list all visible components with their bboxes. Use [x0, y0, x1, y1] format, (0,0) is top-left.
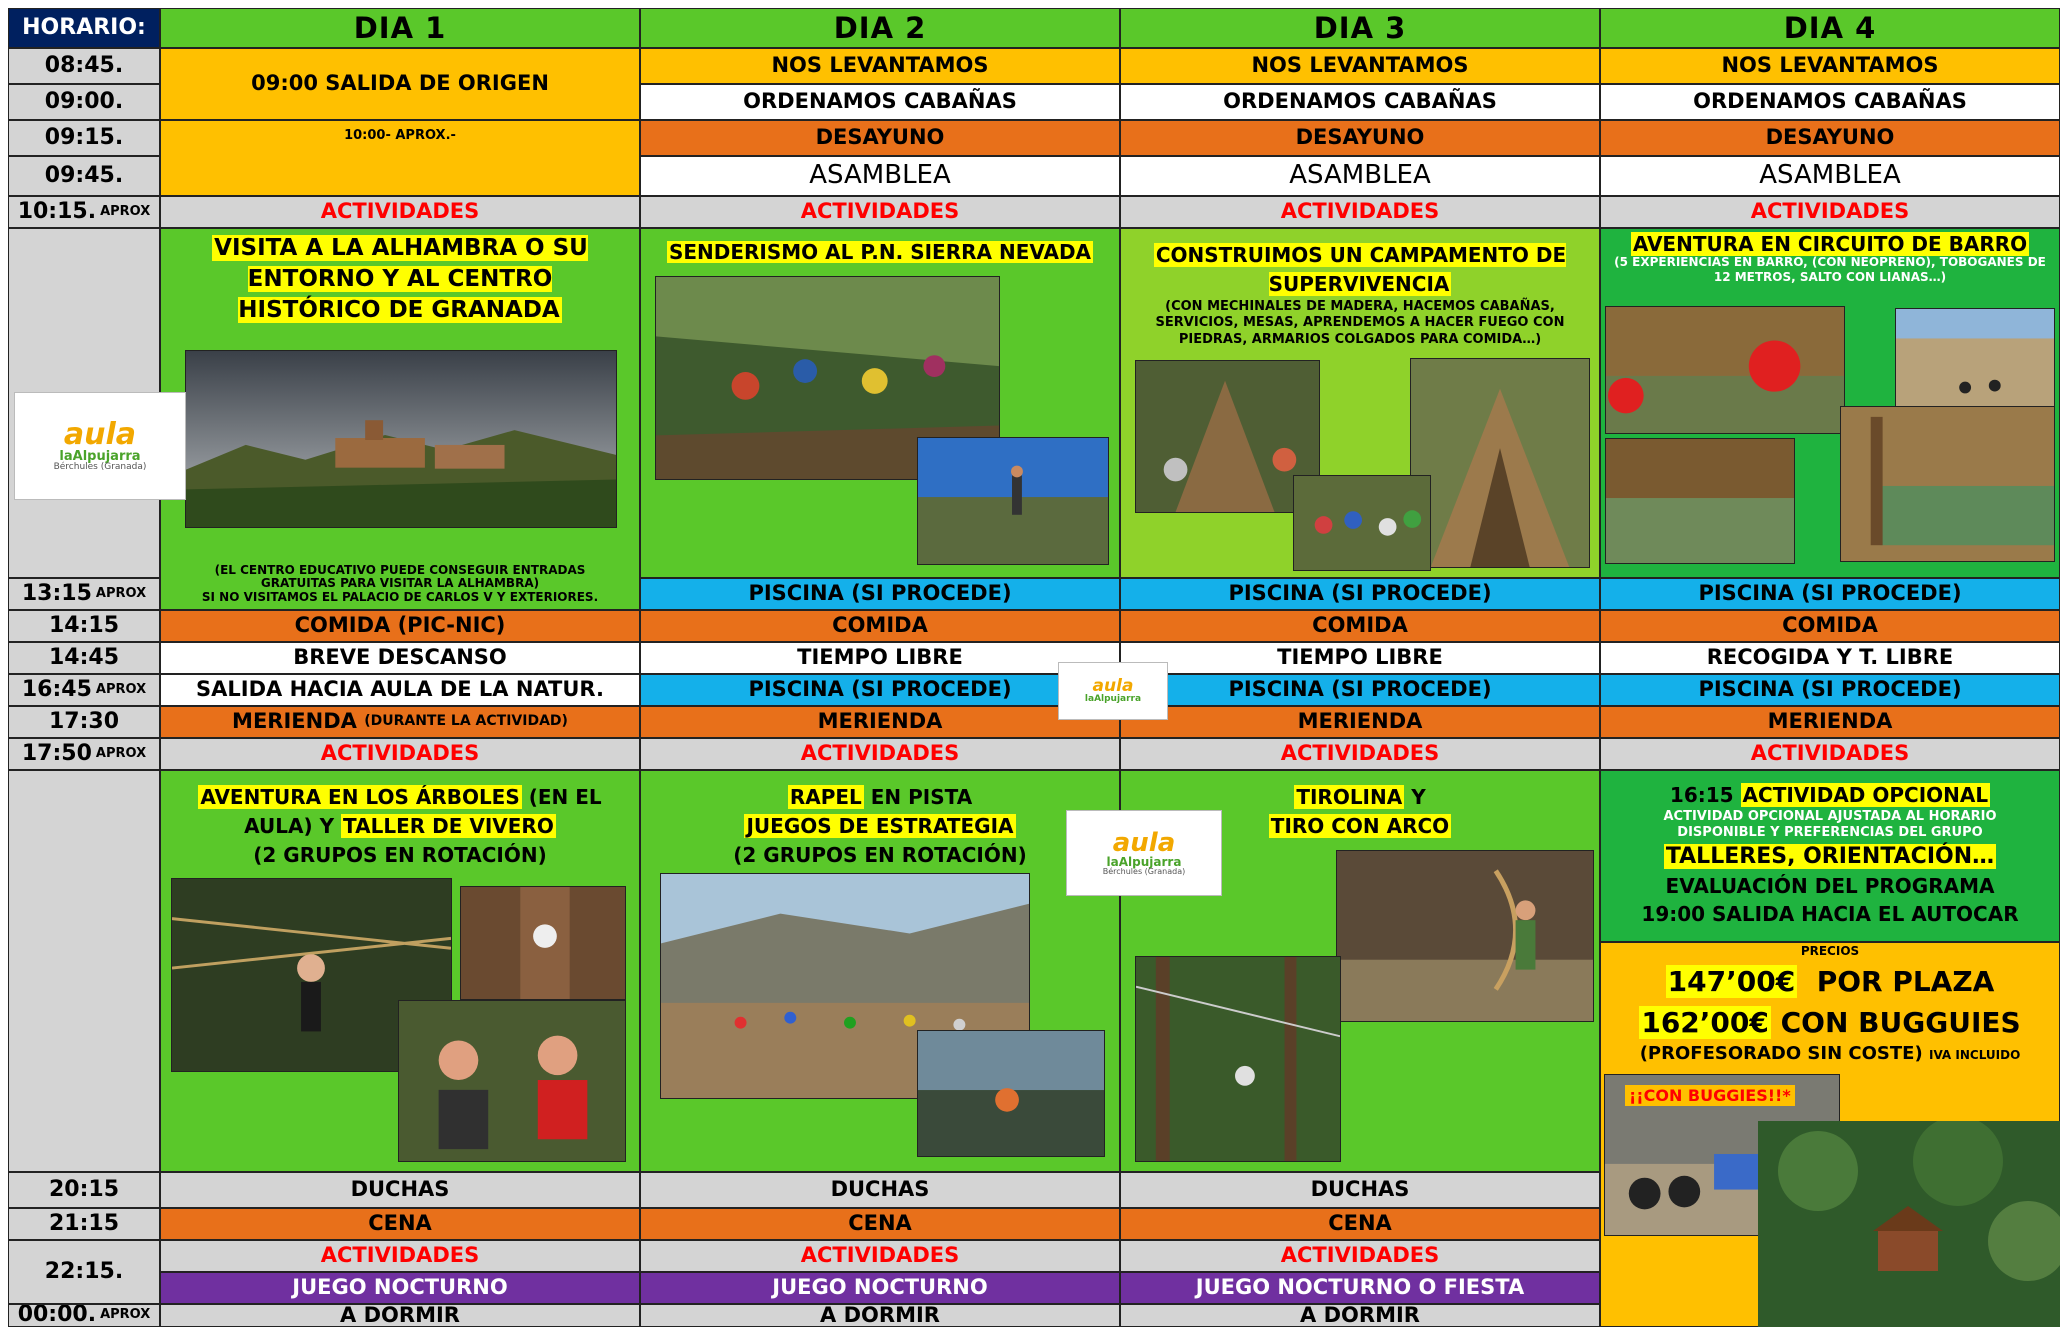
day2-piscina: PISCINA (SI PROCEDE) — [640, 578, 1120, 610]
barro-photo-3 — [1605, 438, 1795, 564]
aula-logo-center: aula laAlpujarra — [1058, 662, 1168, 720]
day2-dormir: A DORMIR — [640, 1304, 1120, 1327]
day2-morning: SENDERISMO AL P.N. SIERRA NEVADA — [640, 228, 1120, 578]
campamento-photo-3 — [1293, 475, 1431, 571]
day3-morning: CONSTRUIMOS UN CAMPAMENTO DE SUPERVIVENCIA (CON MECHINALES DE MADERA, HACEMOS CABAÑAS, SERVICIOS, MESAS, APRENDEMOS A HACER FUEGO CON PIEDRAS, ARMARIOS COLGADOS PARA COMIDA…) — [1120, 228, 1600, 578]
time-1415: 14:15 — [8, 610, 160, 642]
day1-descanso: BREVE DESCANSO — [160, 642, 640, 674]
aula-logo-icon: aula — [1092, 676, 1134, 696]
day3-asamblea: ASAMBLEA — [1120, 156, 1600, 196]
day3-afternoon: TIROLINA Y TIRO CON ARCO — [1120, 770, 1600, 1172]
time-2115: 21:15 — [8, 1208, 160, 1240]
day4-piscina: PISCINA (SI PROCEDE) — [1600, 578, 2060, 610]
day1-actividades-noche: ACTIVIDADES — [160, 1240, 640, 1272]
day1-merienda: MERIENDA (DURANTE LA ACTIVIDAD) — [160, 706, 640, 738]
day1-visita-title: VISITA A LA ALHAMBRA O SU ENTORNO Y AL CENTRO HISTÓRICO DE GRANADA — [214, 235, 588, 324]
time-1730: 17:30 — [8, 706, 160, 738]
aula-logo-right: aula laAlpujarra Bérchules (Granada) — [1066, 810, 1222, 896]
campamento-photo-2 — [1410, 358, 1590, 568]
day4-precios: PRECIOS 147’00€ POR PLAZA 162’00€ CON BUGGUIES (PROFESORADO SIN COSTE) IVA INCLUIDO — [1600, 942, 2060, 1327]
day2-actividades: ACTIVIDADES — [640, 196, 1120, 228]
day4-afternoon: 16:15 ACTIVIDAD OPCIONAL ACTIVIDAD OPCIONAL AJUSTADA AL HORARIO DISPONIBLE Y PREFERENCIAS DEL GRUPO TALLERES, ORIENTACIÓN… EVALUACIÓN DEL PROGRAMA 19:00 SALIDA HACIA EL AUTOCAR — [1600, 770, 2060, 942]
day2-merienda: MERIENDA — [640, 706, 1120, 738]
day3-piscina-tarde: PISCINA (SI PROCEDE) — [1120, 674, 1600, 706]
day4-piscina-tarde: PISCINA (SI PROCEDE) — [1600, 674, 2060, 706]
day1-notes: (EL CENTRO EDUCATIVO PUEDE CONSEGUIR ENTRADAS GRATUITAS PARA VISITAR LA ALHAMBRA) SI NO VISITAMOS EL PALACIO DE CARLOS V Y EXTERIORES. — [201, 562, 599, 604]
time-1645: 16:45 APROX — [8, 674, 160, 706]
arboles-photo-2 — [460, 886, 626, 1000]
alhambra-photo — [185, 350, 617, 528]
day-1-header: DIA 1 — [160, 8, 640, 48]
day3-piscina: PISCINA (SI PROCEDE) — [1120, 578, 1600, 610]
day3-dormir: A DORMIR — [1120, 1304, 1600, 1327]
day3-juego: JUEGO NOCTURNO O FIESTA — [1120, 1272, 1600, 1304]
senderismo-photo-2 — [917, 437, 1109, 565]
day4-cabanas: ORDENAMOS CABAÑAS — [1600, 84, 2060, 120]
time-1015: 10:15. APROX — [8, 196, 160, 228]
day1-comida: COMIDA (PIC-NIC) — [160, 610, 640, 642]
buggies-label: ¡¡CON BUGGIES!!* — [1625, 1085, 1795, 1106]
day1-cena: CENA — [160, 1208, 640, 1240]
day2-levantamos: NOS LEVANTAMOS — [640, 48, 1120, 84]
time-0945: 09:45. — [8, 156, 160, 196]
horario-header: HORARIO: — [8, 8, 160, 48]
aula-logo-left: aula laAlpujarra Bérchules (Granada) — [14, 392, 186, 500]
day4-recogida: RECOGIDA Y T. LIBRE — [1600, 642, 2060, 674]
rapel-photo-2 — [917, 1030, 1105, 1157]
day3-actividades-tarde: ACTIVIDADES — [1120, 738, 1600, 770]
day3-tiempo-libre: TIEMPO LIBRE — [1120, 642, 1600, 674]
day4-levantamos: NOS LEVANTAMOS — [1600, 48, 2060, 84]
day4-desayuno: DESAYUNO — [1600, 120, 2060, 156]
day1-dormir: A DORMIR — [160, 1304, 640, 1327]
day2-piscina-tarde: PISCINA (SI PROCEDE) — [640, 674, 1120, 706]
day3-levantamos: NOS LEVANTAMOS — [1120, 48, 1600, 84]
day3-actividades-noche: ACTIVIDADES — [1120, 1240, 1600, 1272]
time-1445: 14:45 — [8, 642, 160, 674]
day4-asamblea: ASAMBLEA — [1600, 156, 2060, 196]
day-4-header: DIA 4 — [1600, 8, 2060, 48]
day2-desayuno: DESAYUNO — [640, 120, 1120, 156]
day2-juego: JUEGO NOCTURNO — [640, 1272, 1120, 1304]
day2-duchas: DUCHAS — [640, 1172, 1120, 1208]
day2-tiempo-libre: TIEMPO LIBRE — [640, 642, 1120, 674]
day2-asamblea: ASAMBLEA — [640, 156, 1120, 196]
day-3-header: DIA 3 — [1120, 8, 1600, 48]
day4-actividades: ACTIVIDADES — [1600, 196, 2060, 228]
day3-comida: COMIDA — [1120, 610, 1600, 642]
day2-actividades-noche: ACTIVIDADES — [640, 1240, 1120, 1272]
day3-duchas: DUCHAS — [1120, 1172, 1600, 1208]
vivero-photo — [398, 1000, 626, 1162]
tirolina-photo — [1135, 956, 1341, 1162]
time-0900: 09:00. — [8, 84, 160, 120]
barro-photo-1 — [1605, 306, 1845, 434]
aula-logo-icon: aula — [63, 417, 137, 452]
time-1750: 17:50 APROX — [8, 738, 160, 770]
day2-comida: COMIDA — [640, 610, 1120, 642]
day1-juego: JUEGO NOCTURNO — [160, 1272, 640, 1304]
day1-duchas: DUCHAS — [160, 1172, 640, 1208]
day1-llegada: 10:00- APROX.- — [160, 120, 640, 196]
arco-photo — [1336, 850, 1594, 1022]
day2-afternoon: RAPEL EN PISTA JUEGOS DE ESTRATEGIA (2 GRUPOS EN ROTACIÓN) — [640, 770, 1120, 1172]
time-2015: 20:15 — [8, 1172, 160, 1208]
day3-merienda: MERIENDA — [1120, 706, 1600, 738]
day1-afternoon: AVENTURA EN LOS ÁRBOLES (EN EL AULA) Y TALLER DE VIVERO (2 GRUPOS EN ROTACIÓN) — [160, 770, 640, 1172]
day4-actividades-tarde: ACTIVIDADES — [1600, 738, 2060, 770]
day2-cena: CENA — [640, 1208, 1120, 1240]
cabanas-photo — [1758, 1121, 2060, 1327]
day3-cena: CENA — [1120, 1208, 1600, 1240]
day3-cabanas: ORDENAMOS CABAÑAS — [1120, 84, 1600, 120]
day3-actividades: ACTIVIDADES — [1120, 196, 1600, 228]
day-2-header: DIA 2 — [640, 8, 1120, 48]
day1-salida: 09:00 SALIDA DE ORIGEN — [160, 48, 640, 120]
day1-salida-aula: SALIDA HACIA AULA DE LA NATUR. — [160, 674, 640, 706]
time-1315: 13:15 APROX — [8, 578, 160, 610]
barro-photo-4 — [1840, 406, 2055, 562]
day1-actividades: ACTIVIDADES — [160, 196, 640, 228]
barro-photo-2 — [1895, 308, 2055, 418]
time-0915: 09:15. — [8, 120, 160, 156]
day4-morning: AVENTURA EN CIRCUITO DE BARRO (5 EXPERIENCIAS EN BARRO, (CON NEOPRENO), TOBOGANES DE 12 METROS, SALTO CON LIANAS…) — [1600, 228, 2060, 578]
day2-actividades-tarde: ACTIVIDADES — [640, 738, 1120, 770]
day4-merienda: MERIENDA — [1600, 706, 2060, 738]
aula-logo-icon: aula — [1112, 828, 1176, 858]
time-2215: 22:15. — [8, 1240, 160, 1304]
time-0845: 08:45. — [8, 48, 160, 84]
day2-cabanas: ORDENAMOS CABAÑAS — [640, 84, 1120, 120]
day3-desayuno: DESAYUNO — [1120, 120, 1600, 156]
day1-actividades-tarde: ACTIVIDADES — [160, 738, 640, 770]
time-0000: 00:00. APROX — [8, 1304, 160, 1327]
day4-comida: COMIDA — [1600, 610, 2060, 642]
time-blank-afternoon — [8, 770, 160, 1172]
